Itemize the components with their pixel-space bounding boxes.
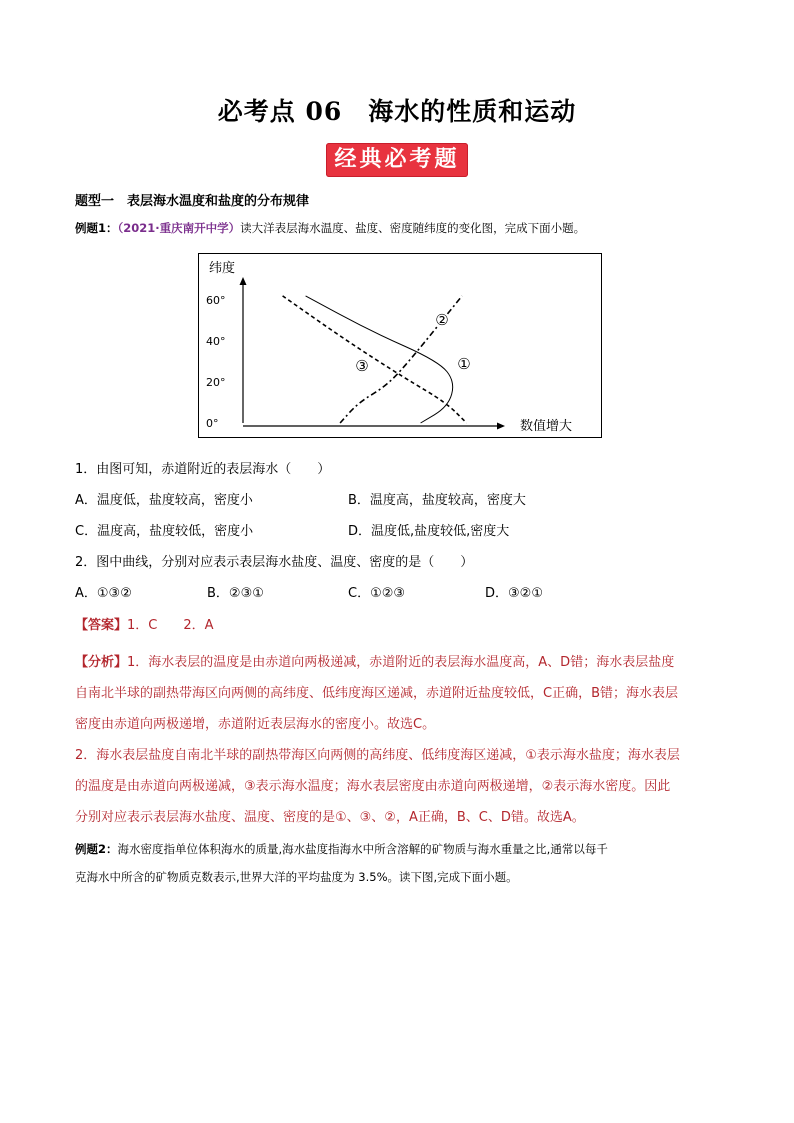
y-tick-label: 60° bbox=[206, 294, 226, 307]
analysis-line-2: 自南北半球的副热带海区向两侧的高纬度、低纬度海区递减，赤道附近盐度较低，C正确，B错；海水表层 bbox=[75, 686, 678, 701]
analysis-text-1: 1．海水表层的温度是由赤道向两极递减，赤道附近的表层海水温度高，A、D错；海水表层盐度 bbox=[127, 655, 675, 670]
latitude-chart bbox=[198, 253, 602, 438]
answer-label: 【答案】 bbox=[75, 618, 128, 633]
example1-source: （2021·重庆南开中学） bbox=[117, 221, 241, 235]
example2-line-2: 克海水中所含的矿物质克数表示,世界大洋的平均盐度为 3.5%。读下图,完成下面小题。 bbox=[75, 870, 518, 884]
classic-exam-badge: 经典必考题 bbox=[326, 143, 468, 177]
analysis-line-6: 分别对应表示表层海水盐度、温度、密度的是①、③、②，A正确，B、C、D错。故选A。 bbox=[75, 810, 585, 825]
curve-labels bbox=[355, 311, 472, 375]
example2-label: 例题2： bbox=[75, 842, 118, 856]
section-heading: 题型一 表层海水温度和盐度的分布规律 bbox=[75, 194, 310, 209]
x-axis-label: 数值增大 bbox=[520, 419, 573, 434]
svg-text:①: ① bbox=[457, 355, 471, 373]
q2-option-b[interactable]: B．②③① bbox=[207, 586, 264, 601]
y-tick-label: 40° bbox=[206, 335, 226, 348]
curve-① bbox=[306, 296, 453, 423]
curve-label bbox=[355, 357, 370, 375]
y-tick-label: 20° bbox=[206, 376, 226, 389]
y-ticks bbox=[206, 294, 226, 430]
y-axis-label: 纬度 bbox=[209, 261, 236, 276]
curve-label bbox=[457, 355, 472, 373]
q2-stem: 2．图中曲线，分别对应表示表层海水盐度、温度、密度的是（ ） bbox=[75, 555, 474, 570]
svg-text:②: ② bbox=[435, 311, 449, 329]
example1-text: 读大洋表层海水温度、盐度、密度随纬度的变化图，完成下面小题。 bbox=[240, 221, 586, 235]
example1-label: 例题1： bbox=[75, 221, 118, 235]
analysis-label: 【分析】 bbox=[75, 655, 128, 670]
analysis-line-3: 密度由赤道向两极递增，赤道附近表层海水的密度小。故选C。 bbox=[75, 717, 436, 732]
analysis-line-5: 的温度是由赤道向两极递减，③表示海水温度；海水表层密度由赤道向两极递增，②表示海水密度。因此 bbox=[75, 779, 671, 794]
y-tick-label: 0° bbox=[206, 417, 219, 430]
svg-text:③: ③ bbox=[355, 357, 369, 375]
q2-option-d[interactable]: D．③②① bbox=[485, 586, 543, 601]
q1-option-d[interactable]: D．温度低,盐度较低,密度大 bbox=[348, 524, 510, 539]
example2-text-1: 海水密度指单位体积海水的质量,海水盐度指海水中所含溶解的矿物质与海水重量之比,通常以每千 bbox=[117, 842, 608, 856]
q2-option-a[interactable]: A．①③② bbox=[75, 586, 132, 601]
q1-option-c[interactable]: C．温度高，盐度较低，密度小 bbox=[75, 524, 254, 539]
example1-line bbox=[75, 220, 585, 236]
example2-line-1 bbox=[75, 835, 608, 863]
chart-frame bbox=[199, 254, 602, 438]
q1-option-b[interactable]: B．温度高，盐度较高，密度大 bbox=[348, 493, 526, 508]
analysis-block bbox=[75, 647, 680, 833]
q1-stem: 1．由图可知，赤道附近的表层海水（ ） bbox=[75, 462, 331, 477]
analysis-line-4: 2．海水表层盐度自南北半球的副热带海区向两侧的高纬度、低纬度海区递减，①表示海水盐度；海水表层 bbox=[75, 748, 680, 763]
answer-line bbox=[75, 614, 214, 633]
answer-text: 1．C 2．A bbox=[127, 618, 214, 633]
q1-option-a[interactable]: A．温度低，盐度较高，密度小 bbox=[75, 493, 253, 508]
example2-block bbox=[75, 835, 608, 891]
x-axis-arrow bbox=[497, 423, 505, 430]
analysis-line-1 bbox=[75, 647, 680, 678]
page-title: 必考点 06 海水的性质和运动 bbox=[217, 97, 577, 126]
q2-option-c[interactable]: C．①②③ bbox=[348, 586, 406, 601]
y-axis-arrow bbox=[240, 277, 247, 285]
curve-label bbox=[435, 311, 450, 329]
